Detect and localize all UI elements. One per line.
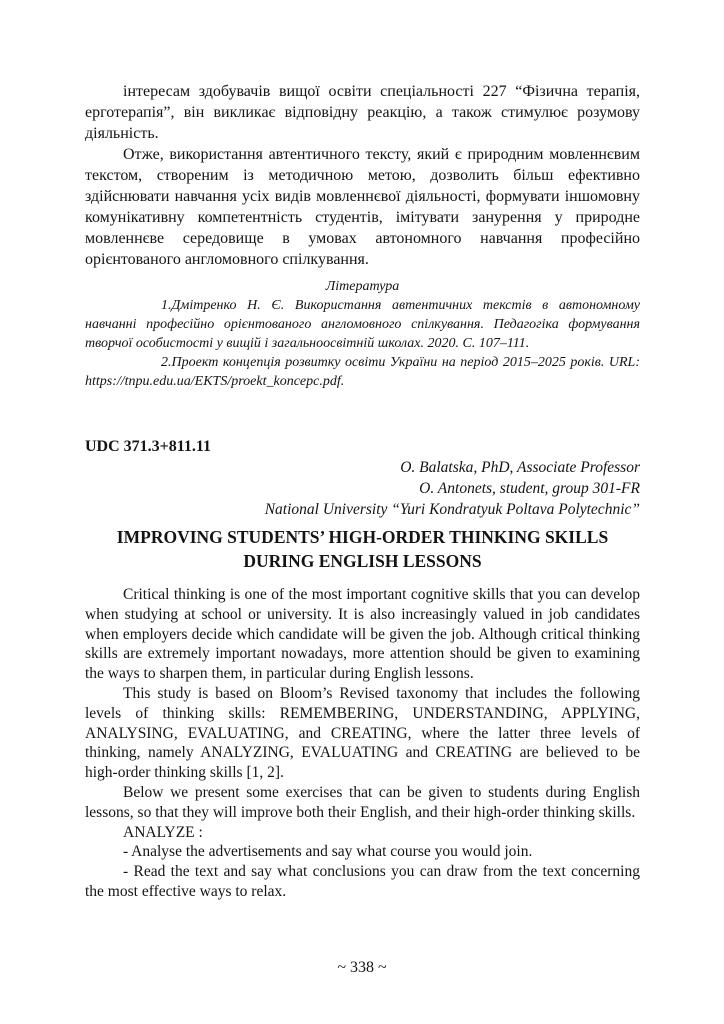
article-title	[85, 525, 640, 573]
body-paragraph: Critical thinking is one of the most important cognitive skills that you can develop when studying at school or university. It is also increasingly valued in job candidates when employers decide which candidate will be given the job. Although critical thinking skills are extremely important nowadays, more attention should be given to examining the ways to sharpen them, in particular during English lessons.	[85, 586, 640, 683]
body-paragraph: Below we present some exercises that can be given to students during English lessons, so that they will improve both their English, and their high-order thinking skills.	[85, 783, 640, 821]
udc-label: UDC 371.3+811.11	[85, 438, 212, 455]
author-block	[85, 457, 640, 520]
reference-url: https://tnpu.edu.ua/EKTS/proekt_koncepc.pdf.	[85, 374, 345, 389]
author-line: O. Balatska, PhD, Associate Professor	[400, 459, 640, 476]
reference-number: 2.	[161, 355, 172, 370]
article-title-line: DURING ENGLISH LESSONS	[243, 551, 482, 571]
reference-item	[85, 296, 640, 353]
intro-paragraph: інтересам здобувачів вищої освіти спеціальності 227 “Фізична терапія, ерготерапія”, він викликає відповідну реакцію, а також стимулює розумову діяльність.	[85, 83, 640, 142]
reference-number: 1.	[161, 298, 172, 313]
author-line: O. Antonets, student, group 301-FR	[419, 480, 640, 497]
article-title-line: IMPROVING STUDENTS’ HIGH-ORDER THINKING SKILLS	[116, 527, 609, 547]
page-content	[85, 81, 640, 902]
intro-paragraph: Отже, використання автентичного тексту, який є природним мовленнєвим текстом, створеним із методичною метою, дозволить більш ефективно здійснювати навчання усіх видів мовленнєвої діяльності, формувати іншомовну комунікативну компетентність студентів, імітувати занурення у природне мовленнєве середовище в умовах автономного навчання професійно орієнтованого англомовного спілкування.	[85, 146, 640, 268]
exercise-line: - Read the text and say what conclusions you can draw from the text concerning the most effective ways to relax.	[85, 863, 640, 900]
exercise-heading: ANALYZE :	[123, 823, 203, 841]
reference-item	[85, 353, 640, 391]
page-number: ~ 338 ~	[337, 959, 387, 976]
body-paragraph: This study is based on Bloom’s Revised taxonomy that includes the following levels of thinking skills: REMEMBERING, UNDERSTANDING, APPLYING, ANALYSING, EVALUATING, and CREATING, where the latter three levels of thinking, namely ANALYZING, EVALUATING and CREATING are believed to be high-order thinking skills [1, 2].	[85, 684, 640, 782]
exercise-line: - Analyse the advertisements and say what course you would join.	[123, 843, 533, 861]
literature-heading: Література	[325, 279, 400, 294]
literature-section	[85, 277, 640, 391]
reference-text: Дмітренко Н. Є. Використання автентичних текстів в автономному навчанні професійно орієнтованого англомовного спілкування. Педагогіка формування творчої особистості у вищій і загальноосвітній школах. 2020. С. 107–111.	[85, 298, 640, 351]
affiliation-line: National University “Yuri Kondratyuk Poltava Polytechnic”	[264, 501, 640, 518]
reference-text: Проект концепція розвитку освіти України на період 2015–2025 років. URL:	[171, 355, 640, 370]
